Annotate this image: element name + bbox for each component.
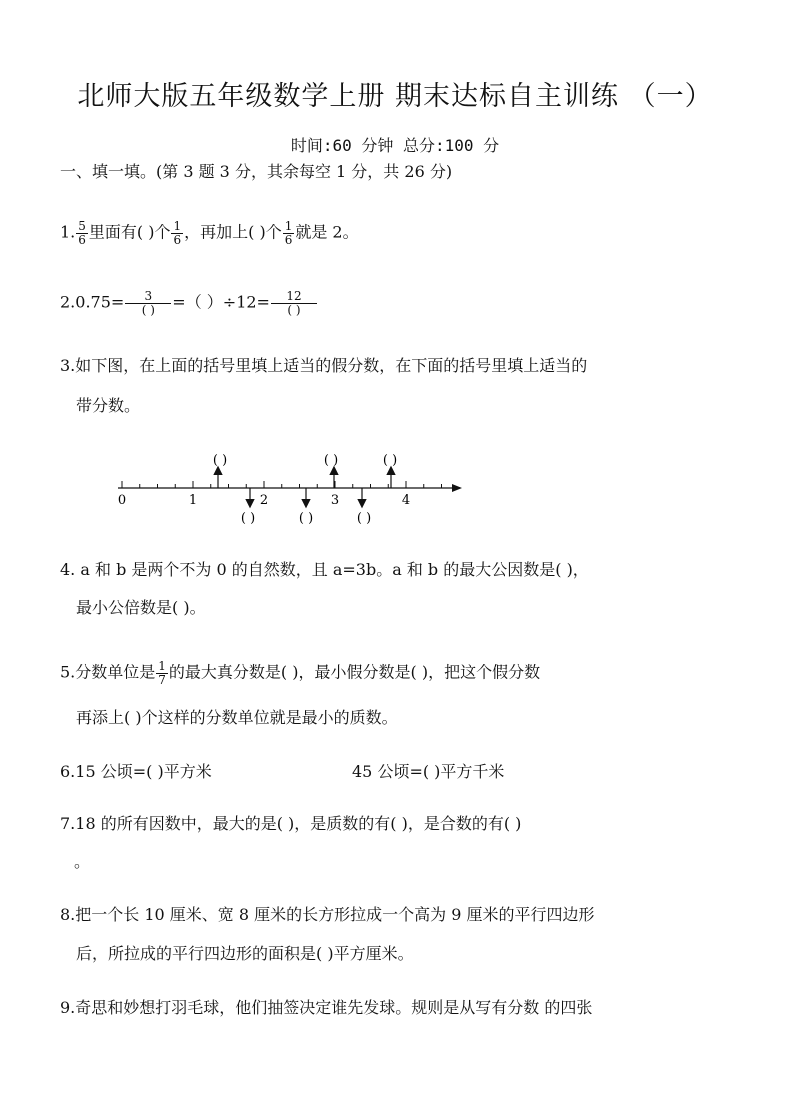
question-3-line-2: 带分数。 <box>76 396 141 415</box>
question-number: 2. <box>60 292 76 312</box>
answer-bracket-upper: ( ) <box>323 453 339 468</box>
tick-label-3: 3 <box>330 493 340 508</box>
answer-bracket-lower: ( ) <box>240 511 256 526</box>
page-title: 北师大版五年级数学上册 期末达标自主训练 （一） <box>77 81 713 112</box>
minor-ticks <box>122 481 442 488</box>
denominator: 6 <box>173 232 182 247</box>
fraction <box>156 660 168 686</box>
denominator-blank: ( ) <box>271 303 317 317</box>
question-5-line-1 <box>60 660 540 686</box>
answer-bracket-lower: ( ) <box>356 511 372 526</box>
denominator: 6 <box>78 232 86 247</box>
numerator: 5 <box>78 219 86 233</box>
question-1 <box>60 220 359 246</box>
question-7-line-1: 7.18 的所有因数中，最大的是( )，是质数的有( )，是合数的有( ) <box>60 814 522 833</box>
exam-info: 时间:60 分钟 总分:100 分 <box>290 136 500 155</box>
answer-bracket-upper: ( ) <box>212 453 228 468</box>
numerator: 1 <box>158 659 166 673</box>
numerator: 1 <box>173 219 182 233</box>
question-number: 1. <box>60 222 76 242</box>
question-4-line-2: 最小公倍数是( )。 <box>76 598 206 617</box>
question-2 <box>60 290 318 316</box>
question-7-line-2: 。 <box>74 852 91 871</box>
fraction <box>125 290 171 316</box>
question-9-line-1: 9.奇思和妙想打羽毛球，他们抽签决定谁先发球。规则是从写有分数 的四张 <box>60 998 593 1017</box>
question-text: 就是 2。 <box>295 222 359 242</box>
question-text: 的最大真分数是( )，最小假分数是( )，把这个假分数 <box>168 662 541 682</box>
question-8-line-1: 8.把一个长 10 厘米、宽 8 厘米的长方形拉成一个高为 9 厘米的平行四边形 <box>60 905 595 924</box>
denominator: 7 <box>158 672 166 687</box>
tick-labels <box>118 493 410 508</box>
fraction <box>171 220 183 246</box>
answer-bracket-lower: ( ) <box>298 511 314 526</box>
fraction <box>76 220 88 246</box>
question-3-line-1: 3.如下图，在上面的括号里填上适当的假分数，在下面的括号里填上适当的 <box>60 356 588 375</box>
tick-label-2: 2 <box>259 493 269 508</box>
answer-bracket-upper: ( ) <box>382 453 398 468</box>
number-line <box>110 440 470 530</box>
question-8-line-2: 后，所拉成的平行四边形的面积是( )平方厘米。 <box>76 944 414 963</box>
question-6-part-b: 45 公顷=( )平方千米 <box>352 762 505 781</box>
fraction <box>271 290 317 316</box>
fraction <box>283 220 295 246</box>
tick-label-0: 0 <box>117 493 127 508</box>
numerator: 1 <box>284 219 293 233</box>
question-text: 里面有( )个 <box>88 222 171 242</box>
denominator-blank: ( ) <box>125 303 171 317</box>
tick-label-4: 4 <box>401 493 411 508</box>
question-text: 5.分数单位是 <box>60 662 156 682</box>
denominator: 6 <box>284 232 293 247</box>
numerator: 12 <box>286 289 302 303</box>
question-text: 0.75= <box>75 292 125 312</box>
question-5-line-2: 再添上( )个这样的分数单位就是最小的质数。 <box>76 708 398 727</box>
section-heading: 一、填一填。(第 3 题 3 分，其余每空 1 分，共 26 分) <box>60 162 453 181</box>
question-text: =（ ）÷12= <box>172 292 270 312</box>
question-4-line-1: 4. a 和 b 是两个不为 0 的自然数，且 a=3b。a 和 b 的最大公因数是( )， <box>60 560 589 579</box>
question-text: ，再加上( )个 <box>184 222 282 242</box>
numerator: 3 <box>144 289 153 303</box>
question-6-part-a: 6.15 公顷=( )平方米 <box>60 762 212 781</box>
axis-arrow <box>452 484 462 492</box>
tick-label-1: 1 <box>188 493 198 508</box>
